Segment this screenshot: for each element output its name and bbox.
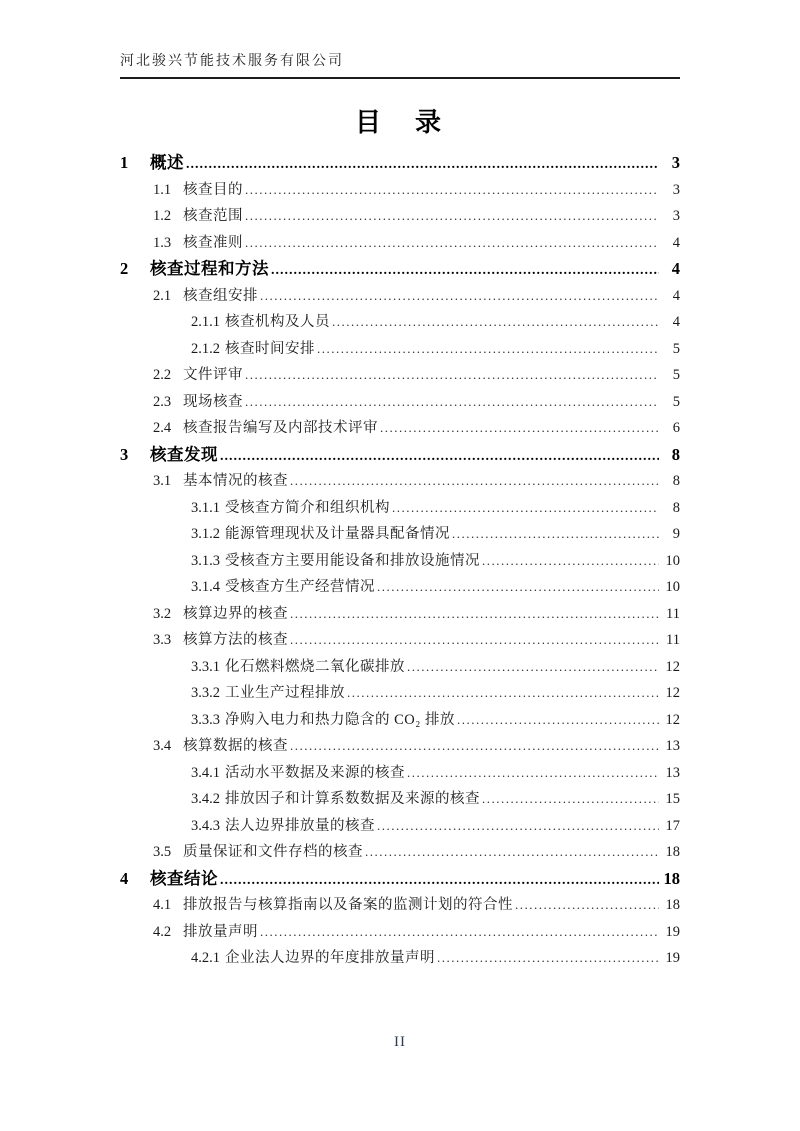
toc-entry-page: 13 — [665, 738, 680, 754]
toc-entry-page: 5 — [672, 340, 680, 357]
toc-dot-leader — [220, 444, 659, 471]
toc-entry-page: 4 — [672, 234, 680, 251]
toc-entry-label: 核查结论 — [150, 868, 218, 888]
toc-entry-label: 核查准则 — [183, 234, 243, 251]
toc-entry-number: 2.2 — [153, 367, 172, 383]
toc-entry-label: 排放量声明 — [183, 923, 258, 940]
toc-entry-page: 8 — [672, 473, 680, 489]
toc-entry-label: 核查发现 — [150, 444, 218, 464]
toc-entry-page: 12 — [665, 711, 680, 728]
toc-entry-label: 核查范围 — [183, 208, 243, 224]
toc-entry[interactable] — [120, 415, 680, 442]
toc-entry[interactable] — [120, 468, 680, 495]
toc-dot-leader — [317, 336, 659, 363]
toc-entry-page: 18 — [665, 897, 680, 913]
toc-dot-leader — [271, 258, 659, 285]
toc-entry-page: 11 — [666, 605, 680, 622]
toc-entry[interactable] — [120, 256, 680, 283]
toc-entry[interactable] — [120, 150, 680, 177]
toc-entry-page: 12 — [665, 658, 680, 675]
toc-entry-page: 3 — [671, 153, 680, 172]
toc-dot-leader — [290, 733, 659, 760]
toc-entry-label: 概述 — [150, 153, 184, 172]
toc-entry[interactable] — [120, 521, 680, 548]
toc-entry-page: 19 — [665, 923, 680, 940]
toc-list — [120, 150, 680, 972]
toc-entry-number: 2.1.2 — [191, 340, 220, 357]
toc-entry-number: 2.3 — [153, 393, 172, 410]
toc-entry[interactable] — [120, 680, 680, 707]
toc-entry-number: 2.4 — [153, 420, 172, 436]
toc-entry-number: 3.1.4 — [191, 579, 220, 595]
toc-entry[interactable] — [120, 786, 680, 813]
toc-entry-label: 排放因子和计算系数数据及来源的核查 — [225, 791, 480, 807]
toc-entry-label: 核算数据的核查 — [183, 738, 288, 754]
toc-dot-leader — [290, 601, 659, 628]
toc-entry-label: 工业生产过程排放 — [225, 685, 345, 701]
toc-entry-page: 18 — [665, 844, 680, 860]
toc-dot-leader — [407, 654, 659, 681]
toc-dot-leader — [482, 548, 659, 575]
toc-entry-label: 核算边界的核查 — [183, 605, 288, 622]
toc-entry-label: 净购入电力和热力隐含的 CO₂ 排放 — [225, 711, 455, 728]
toc-entry[interactable] — [120, 733, 680, 760]
toc-dot-leader — [482, 786, 659, 813]
toc-entry-number: 2 — [120, 259, 129, 278]
toc-dot-leader — [377, 574, 659, 601]
toc-dot-leader — [290, 468, 659, 495]
toc-dot-leader — [332, 309, 659, 336]
toc-entry-page: 12 — [665, 685, 680, 701]
toc-dot-leader — [407, 760, 659, 787]
toc-entry-label: 核查机构及人员 — [225, 314, 330, 330]
toc-entry[interactable] — [120, 813, 680, 840]
page-number: II — [394, 1034, 406, 1050]
toc-dot-leader — [245, 203, 659, 230]
toc-entry-label: 基本情况的核查 — [183, 473, 288, 489]
toc-entry-number: 4 — [120, 868, 129, 888]
toc-entry-page: 17 — [665, 817, 680, 834]
toc-entry-label: 核查过程和方法 — [150, 259, 269, 278]
toc-entry-number: 3.3.1 — [191, 658, 220, 675]
toc-entry[interactable] — [120, 760, 680, 787]
toc-dot-leader — [245, 362, 659, 389]
toc-entry-label: 能源管理现状及计量器具配备情况 — [225, 526, 450, 542]
toc-entry[interactable] — [120, 177, 680, 204]
toc-entry-number: 3.1.2 — [191, 526, 220, 542]
toc-entry-number: 3.2 — [153, 605, 172, 622]
toc-entry[interactable] — [120, 283, 680, 310]
toc-dot-leader — [347, 680, 659, 707]
toc-entry-label: 核查报告编写及内部技术评审 — [183, 420, 378, 436]
toc-entry-number: 4.2.1 — [191, 950, 220, 966]
toc-entry-label: 法人边界排放量的核查 — [225, 817, 375, 834]
toc-entry-page: 9 — [672, 526, 680, 542]
toc-entry[interactable] — [120, 495, 680, 522]
toc-entry-number: 3.1 — [153, 473, 172, 489]
toc-entry-number: 1.2 — [153, 208, 172, 224]
toc-entry-page: 4 — [672, 314, 680, 330]
toc-entry[interactable] — [120, 892, 680, 919]
toc-entry[interactable] — [120, 548, 680, 575]
toc-dot-leader — [392, 495, 659, 522]
toc-entry-number: 3.1.3 — [191, 552, 220, 569]
toc-entry-page: 13 — [665, 764, 680, 781]
toc-entry-page: 19 — [665, 950, 680, 966]
toc-entry-number: 3.3.2 — [191, 685, 220, 701]
toc-entry-label: 质量保证和文件存档的核查 — [183, 844, 363, 860]
toc-entry-label: 活动水平数据及来源的核查 — [225, 764, 405, 781]
toc-dot-leader — [220, 868, 659, 895]
toc-dot-leader — [457, 707, 659, 734]
toc-entry-label: 化石燃料燃烧二氧化碳排放 — [225, 658, 405, 675]
toc-entry[interactable] — [120, 203, 680, 230]
toc-entry-number: 3.3.3 — [191, 711, 220, 728]
toc-entry[interactable] — [120, 601, 680, 628]
toc-entry[interactable] — [120, 230, 680, 257]
page-header — [120, 50, 680, 79]
toc-entry-page: 11 — [666, 632, 680, 648]
page-footer — [0, 1034, 800, 1051]
company-name: 河北骏兴节能技术服务有限公司 — [120, 54, 344, 69]
toc-dot-leader — [437, 945, 659, 972]
toc-entry[interactable] — [120, 627, 680, 654]
toc-entry[interactable] — [120, 362, 680, 389]
toc-entry-number: 4.2 — [153, 923, 172, 940]
toc-entry[interactable] — [120, 839, 680, 866]
toc-entry-number: 3.1.1 — [191, 499, 220, 516]
toc-entry-label: 排放报告与核算指南以及备案的监测计划的符合性 — [183, 897, 513, 913]
toc-entry-label: 受核查方简介和组织机构 — [225, 499, 390, 516]
toc-entry[interactable] — [120, 336, 680, 363]
toc-entry-label: 现场核查 — [183, 393, 243, 410]
toc-entry-number: 4.1 — [153, 897, 172, 913]
toc-title: 目 录 — [354, 108, 445, 137]
toc-dot-leader — [380, 415, 659, 442]
toc-entry-number: 1.1 — [153, 181, 172, 198]
toc-entry[interactable] — [120, 945, 680, 972]
toc-entry-number: 3.4.2 — [191, 791, 220, 807]
toc-entry-number: 3.4.3 — [191, 817, 220, 834]
toc-entry-label: 核查时间安排 — [225, 340, 315, 357]
toc-entry-label: 受核查方主要用能设备和排放设施情况 — [225, 552, 480, 569]
toc-entry-number: 2.1.1 — [191, 314, 220, 330]
toc-dot-leader — [186, 152, 659, 179]
toc-entry-page: 15 — [665, 791, 680, 807]
toc-entry-page: 18 — [663, 868, 680, 888]
toc-dot-leader — [365, 839, 659, 866]
toc-dot-leader — [245, 177, 659, 204]
toc-entry-number: 2.1 — [153, 287, 172, 304]
toc-entry-page: 3 — [672, 181, 680, 198]
toc-entry-number: 1 — [120, 153, 129, 172]
toc-entry-page: 3 — [672, 208, 680, 224]
toc-entry-label: 核算方法的核查 — [183, 632, 288, 648]
toc-entry[interactable] — [120, 707, 680, 734]
toc-entry[interactable] — [120, 574, 680, 601]
toc-entry-page: 10 — [665, 552, 680, 569]
toc-entry-page: 4 — [672, 287, 680, 304]
toc-entry-page: 5 — [672, 367, 680, 383]
toc-entry[interactable] — [120, 919, 680, 946]
toc-entry[interactable] — [120, 389, 680, 416]
toc-entry-number: 1.3 — [153, 234, 172, 251]
toc-dot-leader — [260, 919, 659, 946]
toc-dot-leader — [515, 892, 659, 919]
toc-dot-leader — [245, 230, 659, 257]
toc-entry-label: 核查目的 — [183, 181, 243, 198]
toc-dot-leader — [452, 521, 659, 548]
toc-entry-page: 8 — [671, 444, 680, 464]
toc-entry-number: 3.4 — [153, 738, 172, 754]
toc-dot-leader — [290, 627, 659, 654]
toc-entry-label: 文件评审 — [183, 367, 243, 383]
toc-entry[interactable] — [120, 866, 680, 893]
toc-entry-page: 4 — [671, 259, 680, 278]
toc-entry[interactable] — [120, 442, 680, 469]
toc-entry[interactable] — [120, 654, 680, 681]
toc-entry-label: 企业法人边界的年度排放量声明 — [225, 950, 435, 966]
toc-entry-page: 10 — [665, 579, 680, 595]
toc-dot-leader — [377, 813, 659, 840]
toc-dot-leader — [245, 389, 659, 416]
toc-entry-page: 5 — [672, 393, 680, 410]
toc-entry-number: 3 — [120, 444, 129, 464]
toc-entry-page: 8 — [672, 499, 680, 516]
toc-entry-number: 3.5 — [153, 844, 172, 860]
toc-entry-label: 受核查方生产经营情况 — [225, 579, 375, 595]
toc-entry[interactable] — [120, 309, 680, 336]
toc-entry-page: 6 — [672, 420, 680, 436]
toc-entry-number: 3.4.1 — [191, 764, 220, 781]
toc-dot-leader — [260, 283, 659, 310]
toc-entry-label: 核查组安排 — [183, 287, 258, 304]
toc-entry-number: 3.3 — [153, 632, 172, 648]
